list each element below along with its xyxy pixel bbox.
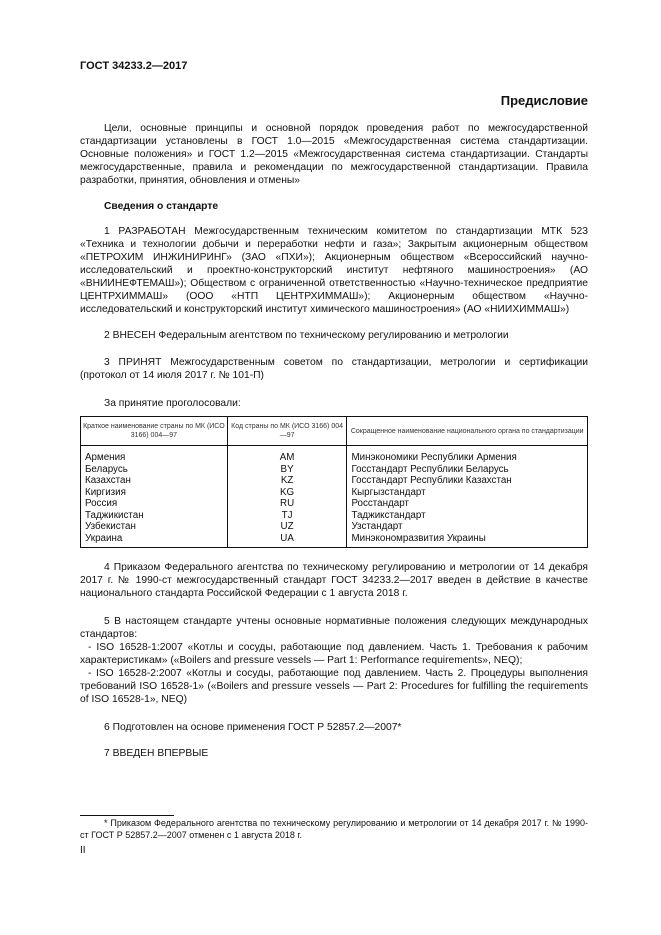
page-title: Предисловие <box>500 93 588 108</box>
country-cell: Казахстан <box>81 475 228 487</box>
country-cell: Таджикистан <box>81 510 228 522</box>
code-cell: AM <box>227 446 347 464</box>
item-6-paragraph <box>80 721 588 734</box>
section-heading: Сведения о стандарте <box>104 201 219 212</box>
item-3-text: Межгосударственным советом по стандартизации, метрологии и сертификации (протокол от 14 июля 2017 г. № 101-П) <box>80 357 588 381</box>
body-cell: Узстандарт <box>347 521 588 533</box>
code-cell: KG <box>227 487 347 499</box>
item-7-text: 7 ВВЕДЕН ВПЕРВЫЕ <box>104 748 209 759</box>
votes-intro-text: За принятие проголосовали: <box>104 398 241 409</box>
list-item: - ISO 16528-1:2007 «Котлы и сосуды, работающие под давлением. Часть 1. Требования к рабочим характеристикам» («Boilers and pressure vessels — Part 1: Performance requirements», NEQ); <box>80 642 588 666</box>
country-cell: Киргизия <box>81 487 228 499</box>
about-standard-section <box>80 200 588 213</box>
item-6-text: 6 Подготовлен на основе применения ГОСТ Р 52857.2—2007* <box>104 722 402 733</box>
table-row <box>81 446 588 464</box>
page-number: II <box>80 845 86 856</box>
footnote: * Приказом Федерального агентства по техническому регулированию и метрологии от 14 декабря 2017 г. № 1990-ст ГОСТ Р 52857.2—2007 отменен с 1 августа 2018 г. <box>80 818 588 840</box>
voting-table <box>80 416 588 548</box>
country-cell: Россия <box>81 498 228 510</box>
item-2-lead: 2 ВНЕСЕН <box>104 330 156 341</box>
body-cell: Госстандарт Республики Беларусь <box>347 464 588 476</box>
footnote-divider <box>80 815 174 816</box>
code-cell: UZ <box>227 521 347 533</box>
body-cell: Минэкономики Республики Армения <box>347 446 588 464</box>
votes-intro <box>80 397 588 410</box>
body-cell: Росстандарт <box>347 498 588 510</box>
item-1-text: Межгосударственным техническим комитетом по стандартизации МТК 523 «Техника и технологии добычи и переработки нефти и газа»; Закрытым акционерным обществом «ПЕТРОХИМ ИНЖИНИРИНГ» (ЗАО «ПХИ»); Акционерным обществом «Всероссийский научно-исследовательский и проектно-конструкторский институт нефтяного машиностроения» (АО «ВНИИНЕФТЕМАШ»); Обществом с ограниченной ответственностью «Научно-техническое предприятие ЦЕНТРХИММАШ» (ООО «НТП ЦЕНТРХИММАШ»); Акционерным обществом «Научно-исследовательский и конструкторский институт химического машиностроения» (АО «НИИХИММАШ») <box>80 226 588 315</box>
table-row <box>81 464 588 476</box>
code-cell: UA <box>227 533 347 548</box>
document-id-header: ГОСТ 34233.2—2017 <box>80 60 188 72</box>
body-cell: Минэкономразвития Украины <box>347 533 588 548</box>
code-cell: KZ <box>227 475 347 487</box>
item-4-text: 4 Приказом Федерального агентства по техническому регулированию и метрологии от 14 декабря 2017 г. № 1990-ст межгосударственный стандарт ГОСТ 34233.2—2017 введен в действие в качестве национального стандарта Российской Федерации с 1 августа 2018 г. <box>80 562 588 599</box>
column-header-country: Краткое наименование страны по МК (ИСО 3166) 004—97 <box>81 417 228 446</box>
intro-paragraph <box>80 122 588 187</box>
item-4-paragraph <box>80 561 588 600</box>
item-3-lead: 3 ПРИНЯТ <box>104 357 162 368</box>
body-cell: Таджикстандарт <box>347 510 588 522</box>
body-cell: Госстандарт Республики Казахстан <box>347 475 588 487</box>
item-1-lead: 1 РАЗРАБОТАН <box>104 226 186 237</box>
table-row <box>81 533 588 548</box>
country-cell: Беларусь <box>81 464 228 476</box>
item-2-text: Федеральным агентством по техническому регулированию и метрологии <box>155 330 509 341</box>
table-row <box>81 510 588 522</box>
item-1-paragraph <box>80 225 588 316</box>
column-header-body: Сокращенное наименование национального органа по стандартизации <box>347 417 588 446</box>
table-row <box>81 475 588 487</box>
column-header-code: Код страны по МК (ИСО 3166) 004—97 <box>227 417 347 446</box>
code-cell: BY <box>227 464 347 476</box>
country-cell: Армения <box>81 446 228 464</box>
intro-text: Цели, основные принципы и основной порядок проведения работ по межгосударственной стандартизации установлены в ГОСТ 1.0—2015 «Межгосударственная система стандартизации. Основные положения» и ГОСТ 1.2—2015 «Межгосударственная система стандартизации. Стандарты межгосударственные, правила и рекомендации по межгосударственной стандартизации. Правила разработки, принятия, обновления и отмены» <box>80 123 588 186</box>
list-item: - ISO 16528-2:2007 «Котлы и сосуды, работающие под давлением. Часть 2. Процедуры выполнения требований ISO 16528-1» («Boilers and pressure vessels — Part 2: Procedures for fulfilling the requirements of ISO 16528-1», NEQ) <box>80 668 588 705</box>
item-5-intro: 5 В настоящем стандарте учтены основные нормативные положения следующих международных стандартов: <box>80 616 588 640</box>
item-5-section <box>80 615 588 706</box>
item-7-paragraph <box>80 747 588 760</box>
code-cell: TJ <box>227 510 347 522</box>
item-3-paragraph <box>80 356 588 382</box>
table-row <box>81 487 588 499</box>
table-header-row <box>81 417 588 446</box>
table-row <box>81 498 588 510</box>
country-cell: Узбекистан <box>81 521 228 533</box>
table-row <box>81 521 588 533</box>
body-cell: Кыргызстандарт <box>347 487 588 499</box>
country-cell: Украина <box>81 533 228 548</box>
item-2-paragraph <box>80 329 588 342</box>
code-cell: RU <box>227 498 347 510</box>
